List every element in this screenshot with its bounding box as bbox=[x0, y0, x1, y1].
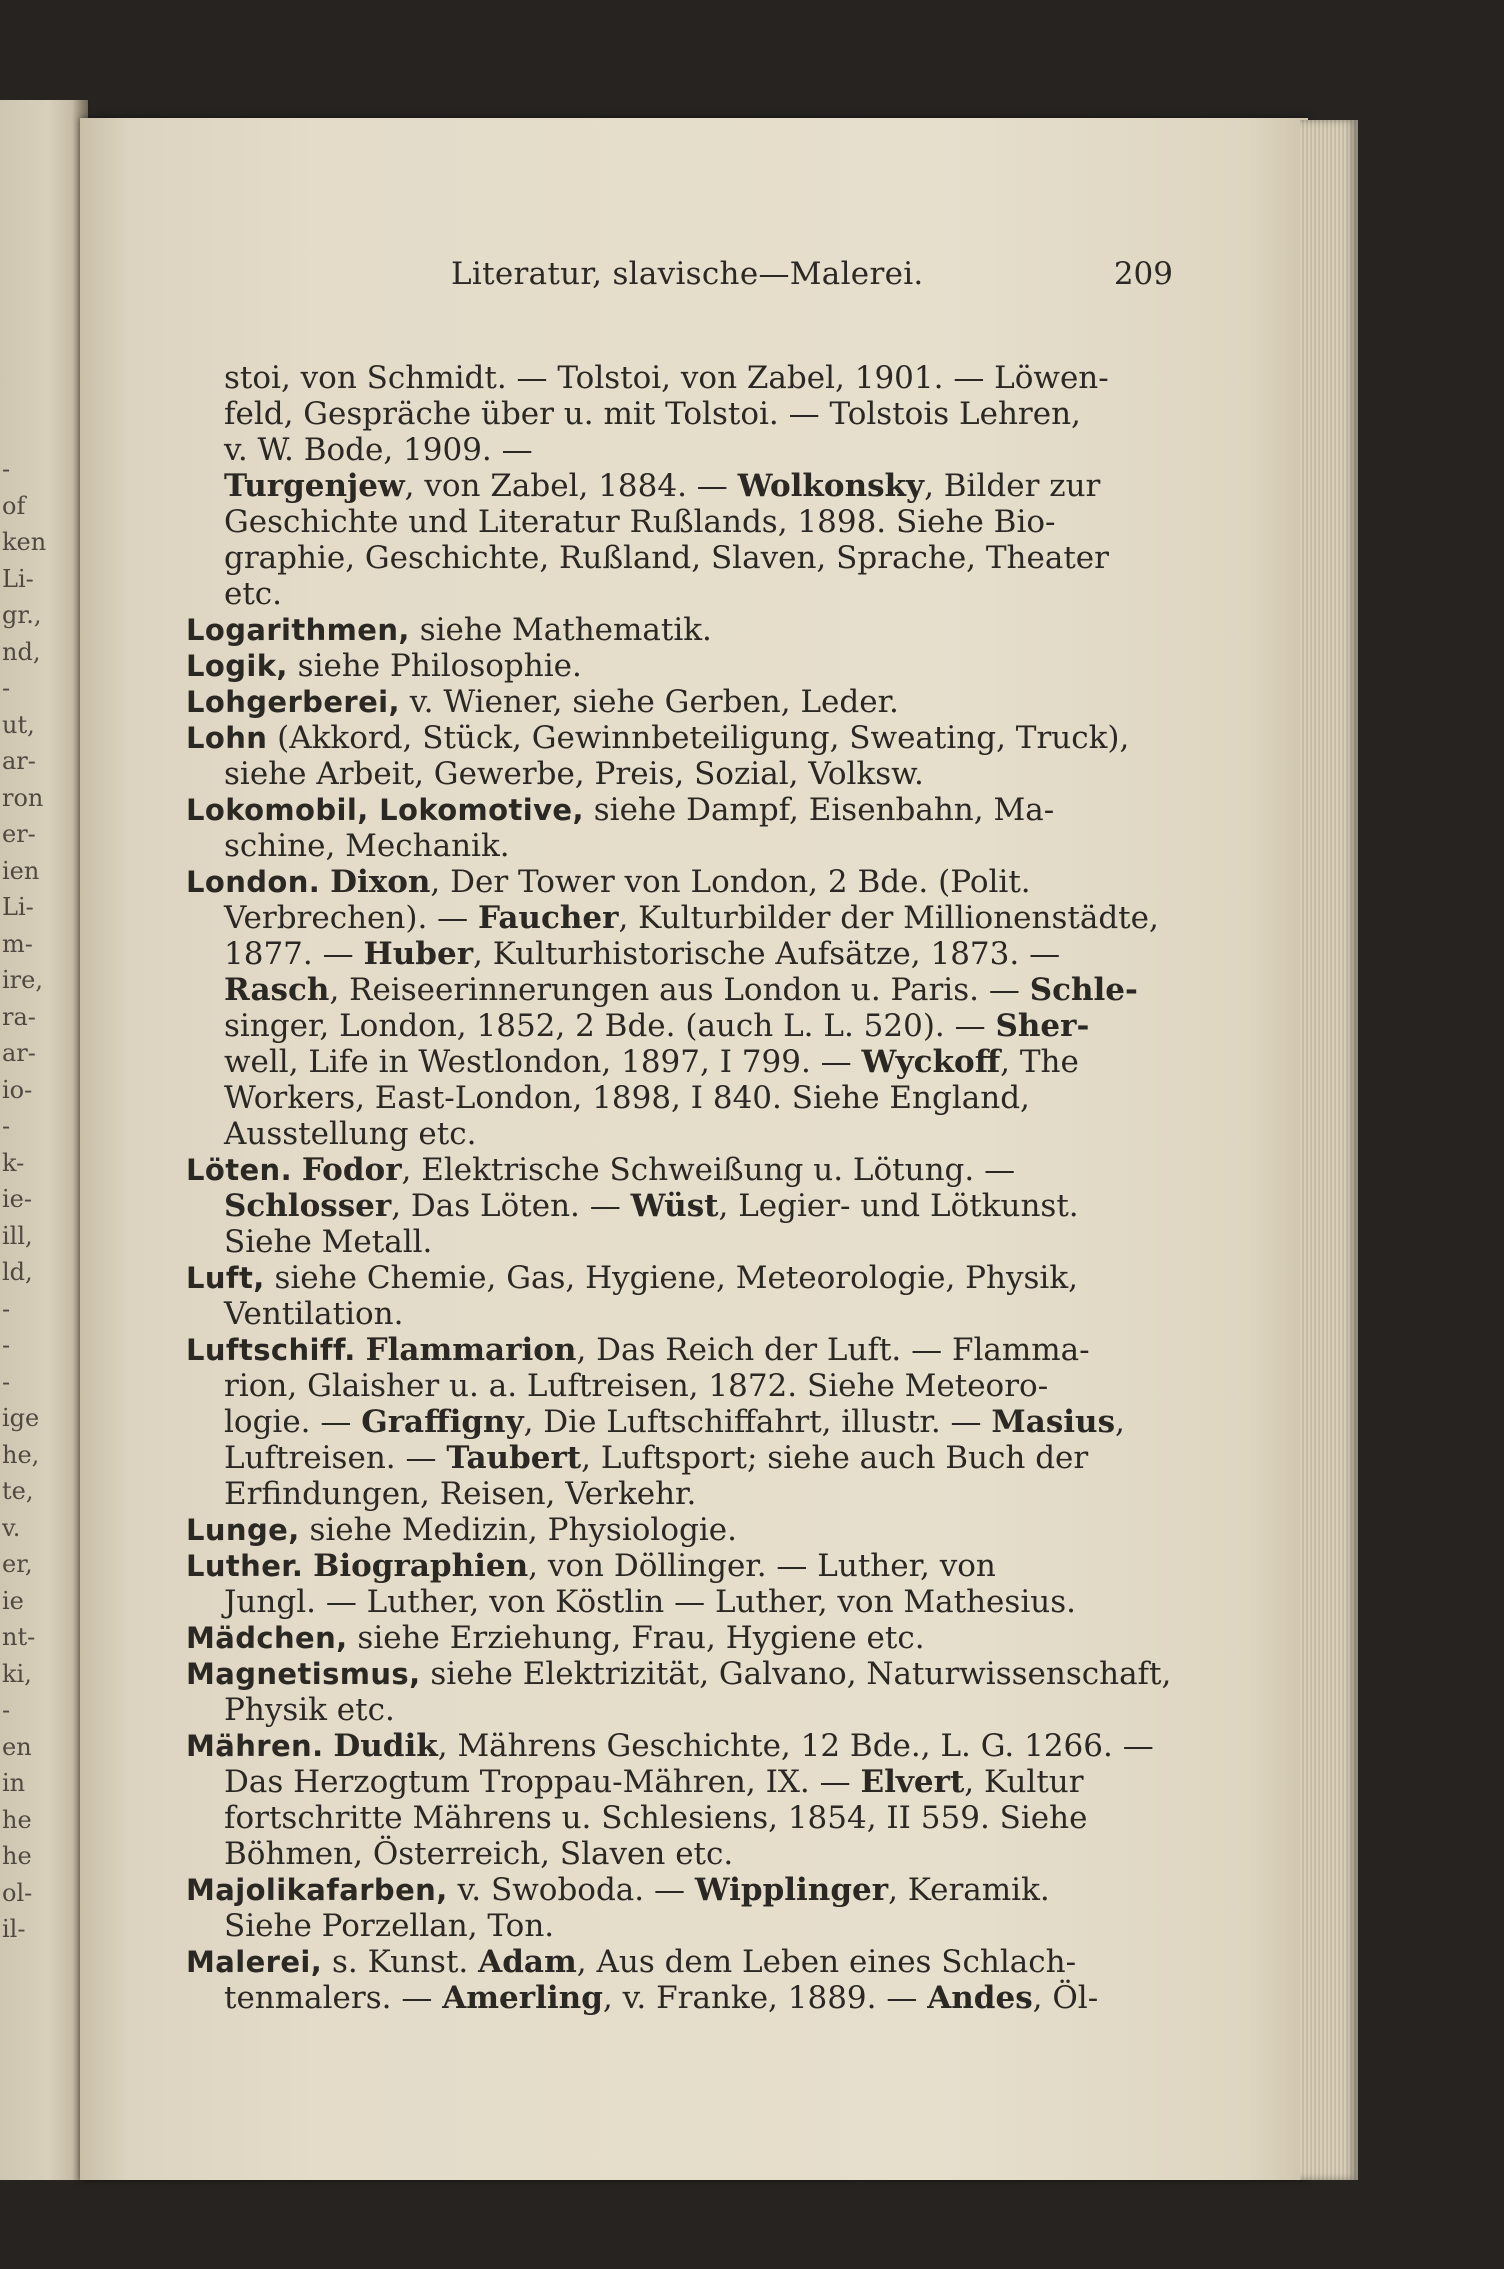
entry-text: 1877. — bbox=[224, 936, 364, 972]
left-page-fragment: ken bbox=[2, 528, 47, 556]
left-page-fragment: te, bbox=[2, 1477, 34, 1505]
entry-headword: Mähren. bbox=[186, 1729, 324, 1763]
author-name: Wolkonsky bbox=[737, 468, 925, 504]
author-name: Dudik bbox=[333, 1728, 438, 1764]
index-continuation-line bbox=[224, 1476, 696, 1512]
entry-text: Ausstellung etc. bbox=[224, 1116, 477, 1152]
entry-text: well, Life in Westlondon, 1897, I 799. — bbox=[224, 1044, 862, 1080]
entry-text: v. Swoboda. — bbox=[447, 1872, 695, 1908]
left-page-fragment: - bbox=[2, 1331, 11, 1359]
index-entry-line bbox=[186, 1260, 1078, 1296]
author-name: Dixon bbox=[330, 864, 431, 900]
entry-text: , Bilder zur bbox=[924, 468, 1101, 504]
author-name: Schlosser bbox=[224, 1188, 392, 1224]
entry-text: , bbox=[1115, 1404, 1125, 1440]
entry-text: graphie, Geschichte, Rußland, Slaven, Sprache, Theater bbox=[224, 540, 1109, 576]
entry-text: Geschichte und Literatur Rußlands, 1898. Siehe Bio- bbox=[224, 504, 1056, 540]
entry-text: s. Kunst. bbox=[322, 1944, 479, 1980]
entry-text: , Kultur bbox=[964, 1764, 1084, 1800]
left-page-fragment: - bbox=[2, 1112, 11, 1140]
left-page-fragment: nd, bbox=[2, 637, 41, 666]
index-continuation-line bbox=[224, 1296, 403, 1332]
entry-text: logie. — bbox=[224, 1404, 362, 1440]
entry-text: Siehe Porzellan, Ton. bbox=[224, 1908, 555, 1944]
left-page-fragment: ra- bbox=[2, 1002, 36, 1031]
left-page-fragment: - bbox=[2, 1367, 11, 1396]
entry-text: , Das Löten. — bbox=[391, 1188, 631, 1224]
left-page-fragment: - bbox=[2, 1294, 11, 1323]
left-page-fragment: io- bbox=[2, 1075, 33, 1104]
author-name: Taubert bbox=[446, 1440, 582, 1476]
left-page-fragment: gr., bbox=[2, 601, 42, 629]
author-name: Turgenjew bbox=[224, 468, 405, 504]
entry-text: , Mährens Geschichte, 12 Bde., L. G. 1266. — bbox=[437, 1728, 1154, 1764]
entry-headword: Luft, bbox=[186, 1261, 265, 1295]
index-entry-line bbox=[186, 648, 582, 684]
entry-text: , von Döllinger. — Luther, von bbox=[528, 1548, 996, 1584]
index-entry-line bbox=[186, 1548, 996, 1584]
index-continuation-line bbox=[224, 576, 282, 612]
index-entry-line bbox=[186, 1944, 1076, 1980]
author-name: Wipplinger bbox=[694, 1872, 889, 1908]
left-page-fragment: - bbox=[2, 674, 11, 702]
entry-text: siehe Elektrizität, Galvano, Naturwissenschaft, bbox=[420, 1656, 1172, 1692]
index-continuation-line bbox=[224, 1692, 395, 1728]
entry-text bbox=[320, 864, 330, 900]
entry-text: , Legier- und Lötkunst. bbox=[718, 1188, 1079, 1224]
left-page-fragment: er- bbox=[2, 820, 36, 848]
index-continuation-line bbox=[224, 1044, 1079, 1080]
index-continuation-line bbox=[224, 1368, 1048, 1404]
index-continuation-line bbox=[224, 504, 1056, 540]
author-name: Sher- bbox=[995, 1008, 1090, 1044]
entry-text: Physik etc. bbox=[224, 1692, 395, 1728]
index-entry-line bbox=[186, 1872, 1050, 1908]
left-page-fragment: ige bbox=[2, 1404, 40, 1432]
index-continuation-line bbox=[224, 1188, 1079, 1224]
entry-text: stoi, von Schmidt. — Tolstoi, von Zabel, 1901. — Löwen- bbox=[224, 360, 1109, 396]
index-continuation-line bbox=[224, 1764, 1084, 1800]
index-entry-line bbox=[186, 864, 1031, 900]
running-head: Literatur, slavische—Malerei. bbox=[451, 256, 924, 292]
entry-text: Siehe Metall. bbox=[224, 1224, 433, 1260]
index-continuation-line bbox=[224, 1800, 1087, 1836]
entry-text bbox=[292, 1152, 302, 1188]
left-page-fragment: - bbox=[2, 1696, 11, 1724]
entry-text: Ventilation. bbox=[224, 1296, 404, 1332]
entry-text: siehe Chemie, Gas, Hygiene, Meteorologie, Physik, bbox=[264, 1260, 1078, 1296]
entry-headword: Magnetismus, bbox=[186, 1657, 421, 1691]
index-continuation-line bbox=[224, 468, 1100, 504]
author-name: Fodor bbox=[301, 1152, 402, 1188]
author-name: Flammarion bbox=[365, 1332, 577, 1368]
author-name: Andes bbox=[927, 1980, 1033, 2016]
entry-text: , Aus dem Leben eines Schlach- bbox=[576, 1944, 1077, 1980]
entry-text: siehe Erziehung, Frau, Hygiene etc. bbox=[347, 1620, 925, 1656]
entry-headword: Lohn bbox=[186, 721, 268, 755]
entry-headword: Majolikafarben, bbox=[186, 1873, 448, 1907]
left-page-fragment: ut, bbox=[2, 710, 35, 739]
left-page-fragment: Li- bbox=[2, 564, 34, 593]
entry-text: v. Wiener, siehe Gerben, Leder. bbox=[399, 684, 899, 720]
author-name: Wüst bbox=[630, 1188, 719, 1224]
entry-text: , Die Luftschiffahrt, illustr. — bbox=[523, 1404, 992, 1440]
entry-headword: Mädchen, bbox=[186, 1621, 348, 1655]
index-continuation-line bbox=[224, 828, 510, 864]
author-name: Adam bbox=[478, 1944, 577, 1980]
entry-text: , Kulturhistorische Aufsätze, 1873. — bbox=[473, 936, 1061, 972]
left-page-fragment: of bbox=[2, 491, 26, 520]
index-continuation-line bbox=[224, 900, 1159, 936]
entry-text: Böhmen, Österreich, Slaven etc. bbox=[224, 1836, 734, 1872]
entry-headword: Lokomobil, Lokomotive, bbox=[186, 793, 584, 827]
author-name: Schle- bbox=[1029, 972, 1138, 1008]
entry-text bbox=[356, 1332, 366, 1368]
entry-text: rion, Glaisher u. a. Luftreisen, 1872. Siehe Meteoro- bbox=[224, 1368, 1049, 1404]
author-name: Graffigny bbox=[361, 1404, 524, 1440]
index-continuation-line bbox=[224, 936, 1060, 972]
entry-text: , The bbox=[1000, 1044, 1079, 1080]
left-page-fragment: Li- bbox=[2, 893, 34, 921]
entry-text: tenmalers. — bbox=[224, 1980, 443, 2016]
index-entry-line bbox=[186, 612, 712, 648]
entry-text: , Luftsport; siehe auch Buch der bbox=[581, 1440, 1089, 1476]
left-page-fragment: he, bbox=[2, 1440, 40, 1469]
index-continuation-line bbox=[224, 432, 533, 468]
entry-text: , Kulturbilder der Millionenstädte, bbox=[618, 900, 1159, 936]
entry-text: feld, Gespräche über u. mit Tolstoi. — Tolstois Lehren, bbox=[224, 396, 1081, 432]
entry-text: Erfindungen, Reisen, Verkehr. bbox=[224, 1476, 697, 1512]
index-continuation-line bbox=[224, 756, 924, 792]
entry-text: siehe Philosophie. bbox=[287, 648, 582, 684]
entry-text: siehe Medizin, Physiologie. bbox=[299, 1512, 737, 1548]
left-page-fragment: nt- bbox=[2, 1623, 36, 1651]
entry-text: v. W. Bode, 1909. — bbox=[224, 432, 533, 468]
author-name: Faucher bbox=[478, 900, 619, 936]
left-page-fragment: ld, bbox=[2, 1258, 33, 1286]
left-page-fragment: m- bbox=[2, 929, 33, 958]
left-page-fragment: en bbox=[2, 1732, 32, 1761]
author-name: Huber bbox=[363, 936, 474, 972]
entry-text: , Der Tower von London, 2 Bde. (Polit. bbox=[430, 864, 1031, 900]
index-continuation-line bbox=[224, 1440, 1088, 1476]
entry-headword: London. bbox=[186, 865, 321, 899]
left-page-fragment: he bbox=[2, 1805, 32, 1834]
index-entry-line bbox=[186, 1512, 737, 1548]
index-continuation-line bbox=[224, 1908, 554, 1944]
index-continuation-line bbox=[224, 540, 1109, 576]
author-name: Rasch bbox=[224, 972, 330, 1008]
index-continuation-line bbox=[224, 1584, 1076, 1620]
left-page-fragment: ar- bbox=[2, 1039, 36, 1067]
author-name: Elvert bbox=[860, 1764, 965, 1800]
left-page-fragment: k- bbox=[2, 1148, 25, 1177]
entry-text: Luftreisen. — bbox=[224, 1440, 447, 1476]
index-entry-line bbox=[186, 1152, 1015, 1188]
entry-text bbox=[324, 1728, 334, 1764]
index-continuation-line bbox=[224, 1224, 432, 1260]
page-stack-edge bbox=[1300, 120, 1358, 2180]
entry-text: etc. bbox=[224, 576, 283, 612]
author-name: Masius bbox=[991, 1404, 1116, 1440]
index-continuation-line bbox=[224, 1008, 1089, 1044]
entry-text: , Öl- bbox=[1032, 1980, 1099, 2016]
entry-text: siehe Dampf, Eisenbahn, Ma- bbox=[583, 792, 1055, 828]
entry-text: , Das Reich der Luft. — Flamma- bbox=[576, 1332, 1090, 1368]
entry-headword: Malerei, bbox=[186, 1945, 323, 1979]
left-page-fragment: he bbox=[2, 1842, 32, 1870]
index-entry-line bbox=[186, 1656, 1171, 1692]
author-name: Biographien bbox=[313, 1548, 529, 1584]
index-entry-line bbox=[186, 792, 1054, 828]
entry-headword: Lunge, bbox=[186, 1513, 300, 1547]
entry-text: Das Herzogtum Troppau-Mähren, IX. — bbox=[224, 1764, 861, 1800]
index-continuation-line bbox=[224, 1116, 476, 1152]
left-page-fragment: ill, bbox=[2, 1221, 33, 1250]
left-page-fragment: ron bbox=[2, 783, 44, 812]
entry-headword: Luftschiff. bbox=[186, 1333, 356, 1367]
entry-text: , Keramik. bbox=[888, 1872, 1050, 1908]
left-page-fragment: v. bbox=[2, 1513, 21, 1542]
index-continuation-line bbox=[224, 1080, 1030, 1116]
entry-headword: Lohgerberei, bbox=[186, 685, 400, 719]
index-continuation-line bbox=[224, 1404, 1125, 1440]
index-continuation-line bbox=[224, 1836, 733, 1872]
entry-text: Jungl. — Luther, von Köstlin — Luther, von Mathesius. bbox=[224, 1584, 1076, 1620]
index-entry-line bbox=[186, 720, 1129, 756]
entry-text: , v. Franke, 1889. — bbox=[602, 1980, 928, 2016]
left-page-fragment: ien bbox=[2, 856, 40, 885]
entry-text bbox=[303, 1548, 313, 1584]
left-page-fragment: - bbox=[2, 455, 11, 483]
page-number: 209 bbox=[1113, 256, 1173, 292]
entry-text: siehe Mathematik. bbox=[409, 612, 712, 648]
left-page-fragment: ol- bbox=[2, 1878, 33, 1907]
page-header bbox=[451, 256, 1173, 306]
entry-headword: Luther. bbox=[186, 1549, 304, 1583]
entry-text: Verbrechen). — bbox=[224, 900, 479, 936]
entry-text: siehe Arbeit, Gewerbe, Preis, Sozial, Volksw. bbox=[224, 756, 924, 792]
left-page-fragment: ar- bbox=[2, 747, 36, 775]
entry-text: , Reiseerinnerungen aus London u. Paris. — bbox=[329, 972, 1030, 1008]
index-entry-line bbox=[186, 1620, 925, 1656]
entry-text: fortschritte Mährens u. Schlesiens, 1854, II 559. Siehe bbox=[224, 1800, 1088, 1836]
entry-text: Workers, East-London, 1898, I 840. Siehe England, bbox=[224, 1080, 1030, 1116]
entry-headword: Logarithmen, bbox=[186, 613, 410, 647]
entry-text: , Elektrische Schweißung u. Lötung. — bbox=[401, 1152, 1016, 1188]
left-page-fragment: ire, bbox=[2, 966, 43, 994]
left-page-fragment: ki, bbox=[2, 1659, 32, 1688]
index-continuation-line bbox=[224, 1980, 1098, 2016]
left-page-fragment: er, bbox=[2, 1550, 33, 1578]
entry-text: schine, Mechanik. bbox=[224, 828, 510, 864]
left-page-fragment: il- bbox=[2, 1915, 26, 1943]
index-continuation-line bbox=[224, 396, 1081, 432]
left-page-fragment: in bbox=[2, 1769, 26, 1797]
index-entry-line bbox=[186, 1332, 1090, 1368]
entry-text: (Akkord, Stück, Gewinnbeteiligung, Sweating, Truck), bbox=[267, 720, 1130, 756]
entry-headword: Löten. bbox=[186, 1153, 292, 1187]
index-continuation-line bbox=[224, 972, 1138, 1008]
entry-text: singer, London, 1852, 2 Bde. (auch L. L. 520). — bbox=[224, 1008, 996, 1044]
entry-headword: Logik, bbox=[186, 649, 288, 683]
entry-text: , von Zabel, 1884. — bbox=[404, 468, 738, 504]
index-continuation-line bbox=[224, 360, 1109, 396]
left-page-fragment: ie bbox=[2, 1586, 24, 1615]
index-entry-line bbox=[186, 1728, 1154, 1764]
author-name: Wyckoff bbox=[861, 1044, 1001, 1080]
index-entry-line bbox=[186, 684, 899, 720]
left-page-fragment: ie- bbox=[2, 1185, 32, 1213]
author-name: Amerling bbox=[442, 1980, 603, 2016]
